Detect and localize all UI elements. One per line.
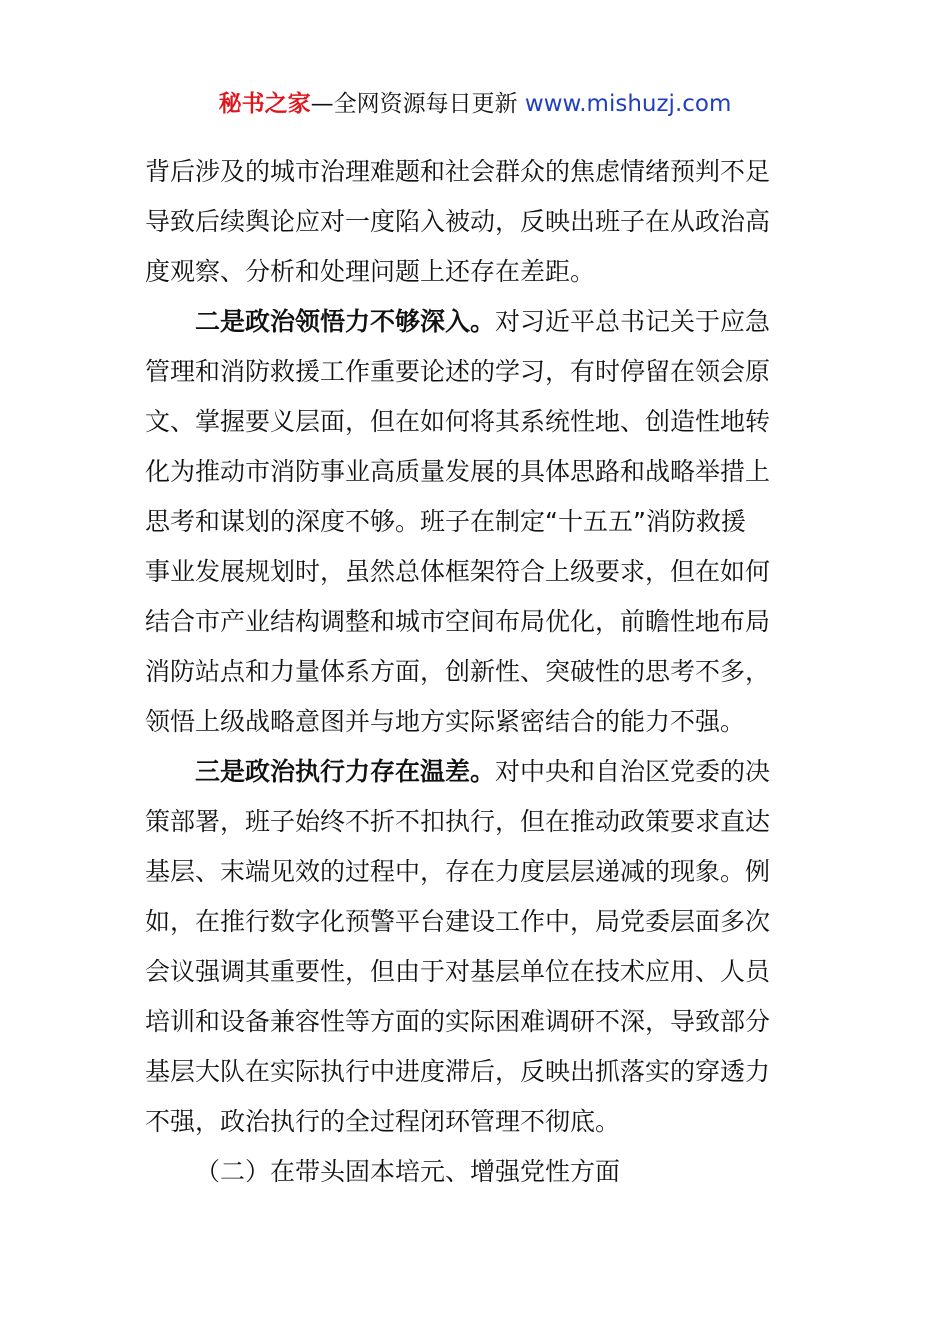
text-line: 会议强调其重要性，但由于对基层单位在技术应用、人员 — [145, 957, 771, 986]
paragraph-political-execution — [145, 747, 810, 1147]
text-line: 领悟上级战略意图并与地方实际紧密结合的能力不强。 — [145, 707, 746, 736]
text-line: 基层大队在实际执行中进度滞后，反映出抓落实的穿透力 — [145, 1057, 771, 1086]
text-line: 培训和设备兼容性等方面的实际困难调研不深，导致部分 — [145, 1007, 771, 1036]
paragraph-lead-heading: 三是政治执行力存在温差。 — [195, 757, 496, 786]
paragraph-lead-heading: 二是政治领悟力不够深入。 — [195, 307, 496, 336]
section-heading — [145, 1147, 810, 1197]
text-line: 如，在推行数字化预警平台建设工作中，局党委层面多次 — [145, 907, 771, 936]
paragraph-continuation — [145, 147, 810, 297]
document-body — [145, 147, 810, 1197]
paragraph-political-comprehension — [145, 297, 810, 747]
page-header — [0, 86, 950, 122]
text-line: 导致后续舆论应对一度陷入被动，反映出班子在从政治高 — [145, 207, 771, 236]
header-tagline: —全网资源每日更新 — [310, 91, 525, 117]
text-fragment: 对习近平总书记关于应急 — [495, 307, 771, 336]
text-line: 背后涉及的城市治理难题和社会群众的焦虑情绪预判不足 — [145, 157, 771, 186]
text-line: 文、掌握要义层面，但在如何将其系统性地、创造性地转 — [145, 407, 771, 436]
text-line: 基层、末端见效的过程中，存在力度层层递减的现象。例 — [145, 857, 771, 886]
brand-name: 秘书之家 — [218, 91, 311, 117]
site-url-link[interactable]: www.mishuzj.com — [524, 91, 732, 117]
text-line: 策部署，班子始终不折不扣执行，但在推动政策要求直达 — [145, 807, 771, 836]
text-line: 结合市产业结构调整和城市空间布局优化，前瞻性地布局 — [145, 607, 771, 636]
text-line — [145, 297, 810, 347]
text-line: 化为推动市消防事业高质量发展的具体思路和战略举措上 — [145, 457, 771, 486]
section-heading-text: （二）在带头固本培元、增强党性方面 — [195, 1157, 621, 1186]
text-fragment: 对中央和自治区党委的决 — [495, 757, 771, 786]
text-line: 管理和消防救援工作重要论述的学习，有时停留在领会原 — [145, 357, 771, 386]
text-line: 度观察、分析和处理问题上还存在差距。 — [145, 257, 596, 286]
text-line: 消防站点和力量体系方面，创新性、突破性的思考不多， — [145, 657, 771, 686]
text-line: 不强，政治执行的全过程闭环管理不彻底。 — [145, 1107, 621, 1136]
text-line: 事业发展规划时，虽然总体框架符合上级要求，但在如何 — [145, 557, 771, 586]
text-line: 思考和谋划的深度不够。班子在制定“十五五”消防救援 — [145, 507, 746, 536]
text-line — [145, 747, 810, 797]
